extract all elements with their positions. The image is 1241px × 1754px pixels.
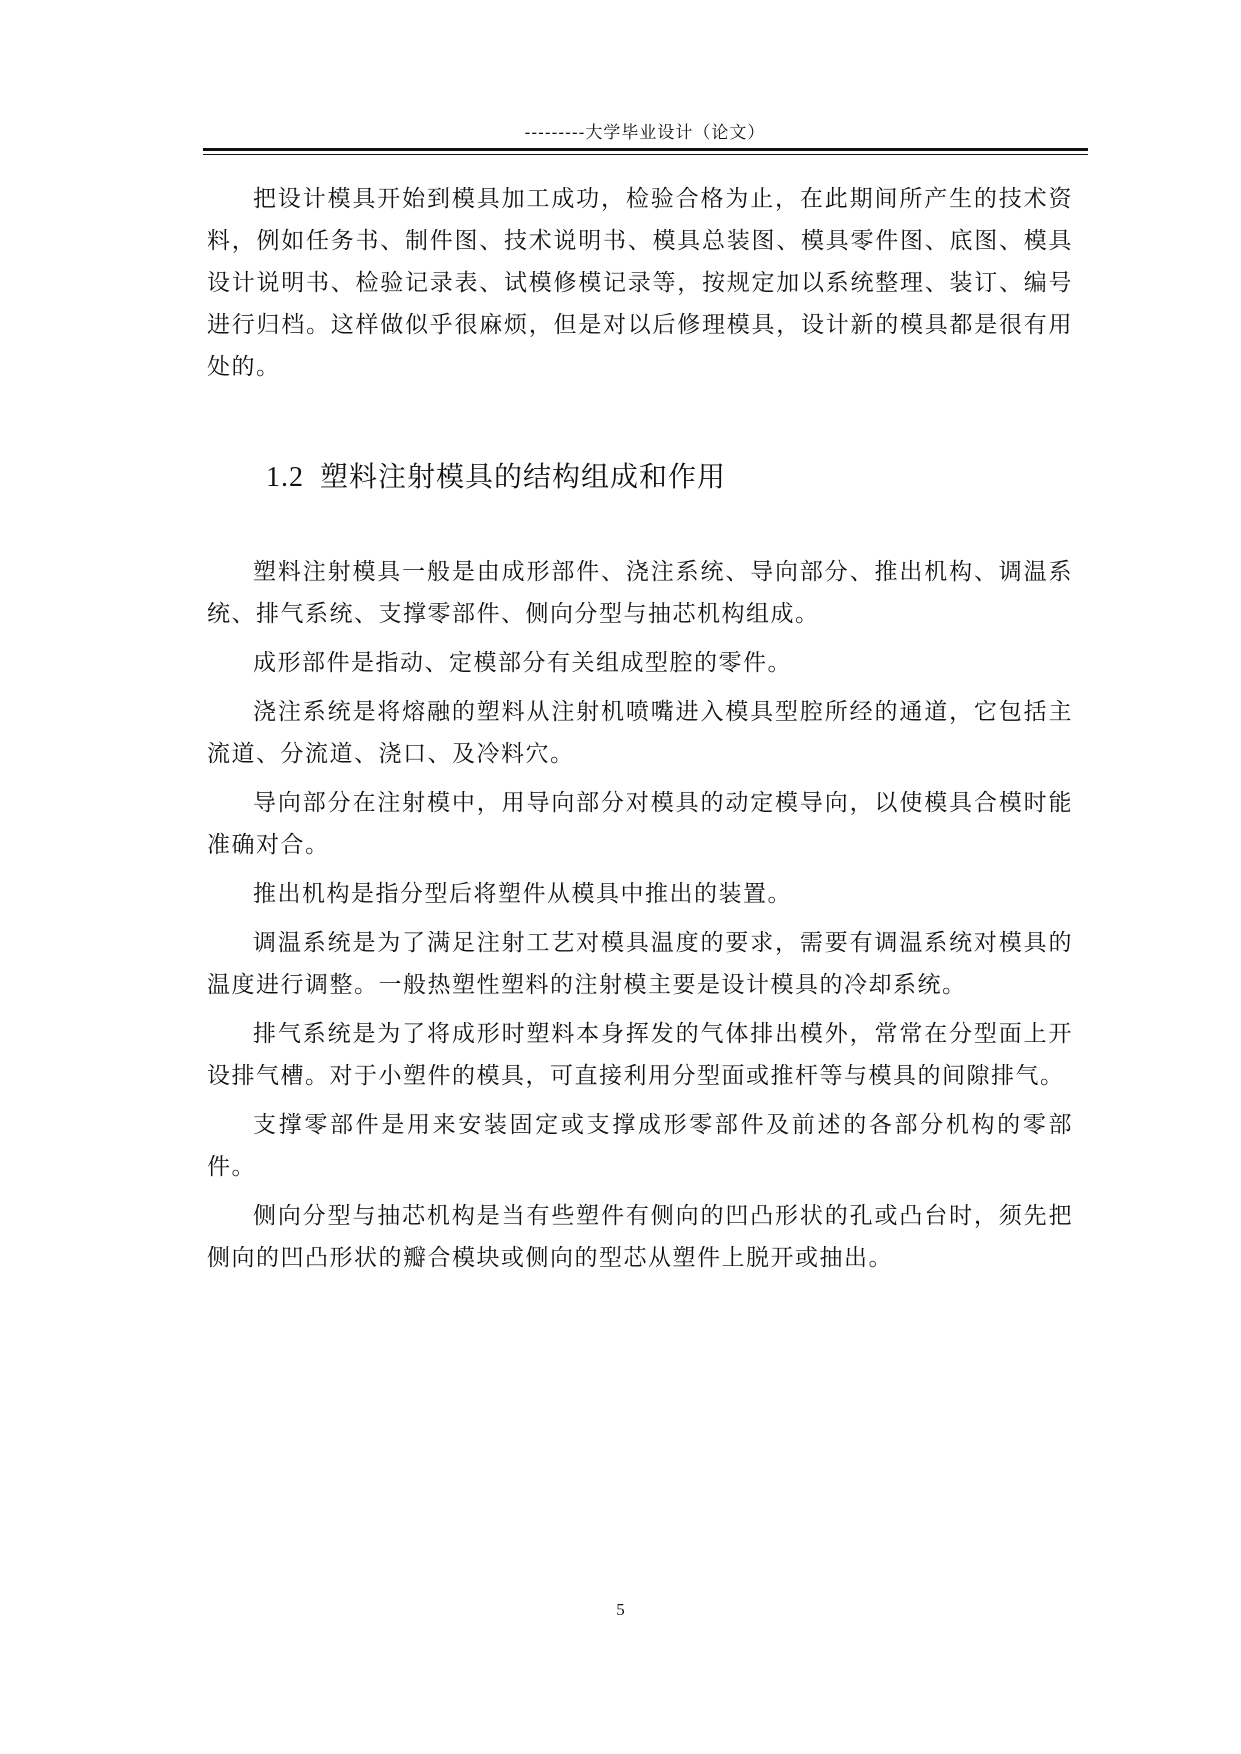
section-body <box>207 551 1073 1286</box>
page-number: 5 <box>616 1600 625 1619</box>
header-rule-thin <box>203 154 1088 155</box>
paragraph-ejection-mechanism: 推出机构是指分型后将塑件从模具中推出的装置。 <box>253 881 792 907</box>
paragraph-gating-system: 浇注系统是将熔融的塑料从注射机喷嘴进入模具型腔所经的通道，它包括主流道、分流道、浇口、及冷料穴。 <box>207 699 1073 767</box>
paragraph-venting-system: 排气系统是为了将成形时塑料本身挥发的气体排出模外，常常在分型面上开设排气槽。对于小塑件的模具，可直接利用分型面或推杆等与模具的间隙排气。 <box>207 1021 1073 1089</box>
section-title: 塑料注射模具的结构组成和作用 <box>320 460 727 493</box>
intro-block <box>207 178 1073 388</box>
paragraph-forming-parts: 成形部件是指动、定模部分有关组成型腔的零件。 <box>253 650 792 676</box>
page-header: ---------大学毕业设计（论文） <box>524 123 766 143</box>
header-rule-thick <box>203 148 1088 151</box>
paragraph-temperature-system: 调温系统是为了满足注射工艺对模具温度的要求，需要有调温系统对模具的温度进行调整。一般热塑性塑料的注射模主要是设计模具的冷却系统。 <box>207 930 1073 998</box>
paragraph-side-core-mechanism: 侧向分型与抽芯机构是当有些塑件有侧向的凹凸形状的孔或凸台时，须先把侧向的凹凸形状的瓣合模块或侧向的型芯从塑件上脱开或抽出。 <box>207 1203 1073 1271</box>
paragraph-overview: 塑料注射模具一般是由成形部件、浇注系统、导向部分、推出机构、调温系统、排气系统、支撑零部件、侧向分型与抽芯机构组成。 <box>207 559 1073 627</box>
section-heading <box>266 455 726 495</box>
paragraph-support-parts: 支撑零部件是用来安装固定或支撑成形零部件及前述的各部分机构的零部件。 <box>207 1112 1073 1180</box>
paragraph-guiding-parts: 导向部分在注射模中，用导向部分对模具的动定模导向，以使模具合模时能准确对合。 <box>207 790 1073 858</box>
section-number: 1.2 <box>266 462 304 493</box>
intro-paragraph: 把设计模具开始到模具加工成功，检验合格为止，在此期间所产生的技术资料，例如任务书、制件图、技术说明书、模具总装图、模具零件图、底图、模具设计说明书、检验记录表、试模修模记录等，按规定加以系统整理、装订、编号进行归档。这样做似乎很麻烦，但是对以后修理模具，设计新的模具都是很有用处的。 <box>207 186 1073 380</box>
